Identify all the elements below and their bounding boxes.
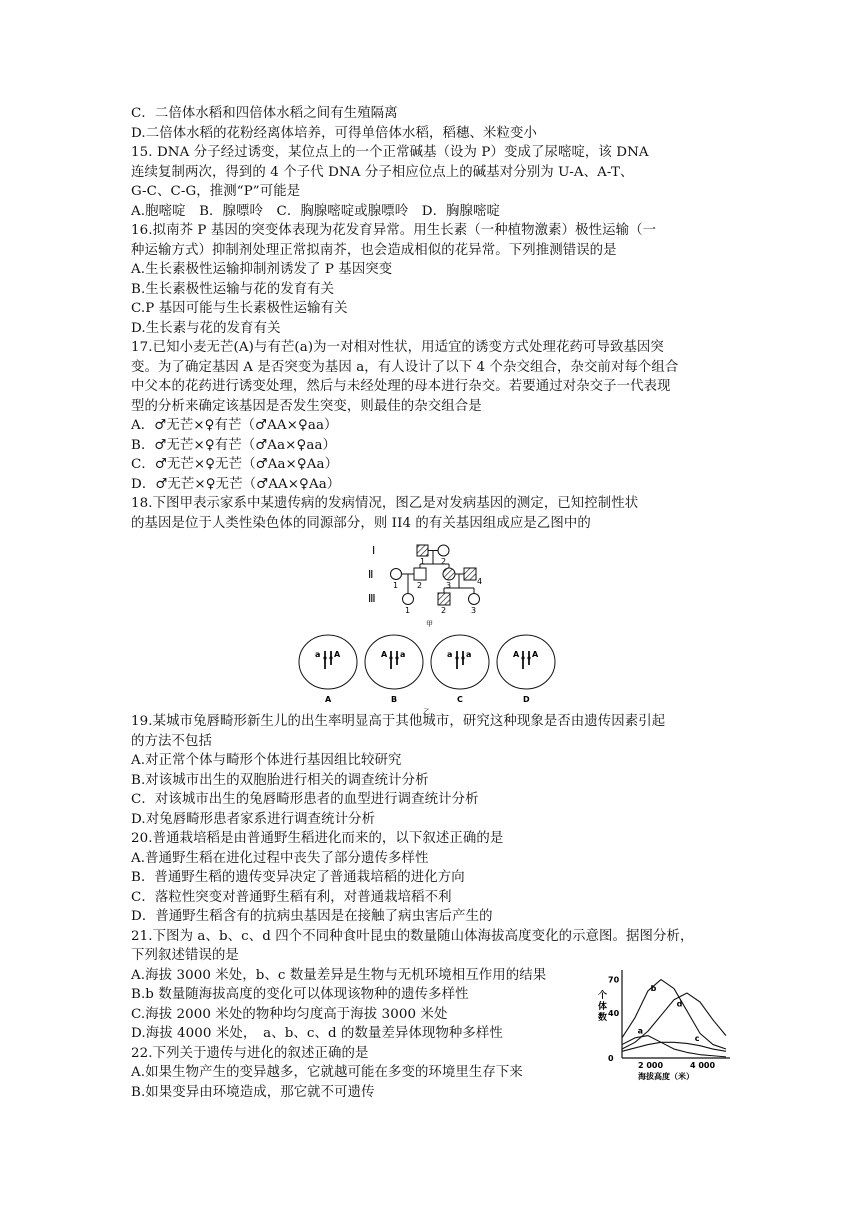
- text-line: A.对正常个体与畸形个体进行基因组比较研究: [131, 753, 402, 768]
- text-line: 18.下图甲表示家系中某遗传病的发病情况，图乙是对发病基因的测定，已知控制性状: [131, 496, 639, 511]
- text-line: 种运输方式）抑制剂处理正常拟南芥，也会造成相似的花异常。下列推测错误的是: [131, 242, 617, 258]
- pedigree-female-affected: [443, 568, 455, 580]
- text-line: C.海拔 2000 米处的物种均匀度高于海拔 3000 米处: [131, 1006, 448, 1022]
- text-line: A.如果生物产生的变异越多，它就越可能在多变的环境里生存下来: [131, 1065, 523, 1080]
- pedigree-caption: 甲: [426, 620, 433, 628]
- pedigree-female: [403, 594, 414, 605]
- x-axis-label: 海拔高度（米）: [638, 1072, 694, 1081]
- centromere: [395, 656, 398, 659]
- series-line-d: [622, 993, 726, 1049]
- text-line: C．对该城市出生的兔唇畸形患者的血型进行调查统计分析: [131, 792, 479, 807]
- cell-option: [299, 635, 357, 704]
- series-label-c: c: [694, 1034, 700, 1044]
- allele-left: a: [315, 650, 321, 659]
- pedigree-num: 4: [477, 577, 483, 586]
- gen-label-3: Ⅲ: [368, 592, 376, 605]
- series-label-a: a: [637, 1026, 644, 1036]
- text-line: 15. DNA 分子经过诱变，某位点上的一个正常碱基（设为 P）变成了尿嘧啶，该 DNA: [131, 145, 649, 160]
- text-line: 22.下列关于遗传与进化的叙述正确的是: [131, 1045, 369, 1061]
- gen-label-2: Ⅱ: [368, 568, 374, 581]
- text-line: B．普通野生稻的遗传变异决定了普通栽培稻的进化方向: [131, 870, 465, 885]
- allele-left: A: [381, 650, 388, 659]
- cell-option-label: C: [457, 695, 463, 704]
- centromere: [323, 656, 326, 659]
- pedigree-male-affected: [438, 593, 450, 605]
- text-line: 的基因是位于人类性染色体的同源部分，则 II4 的有关基因组成应是乙图中的: [131, 515, 591, 531]
- pedigree-num: 2: [441, 606, 447, 615]
- allele-left: A: [513, 650, 520, 659]
- y-axis-label: 体: [598, 1002, 608, 1012]
- allele-right: A: [532, 650, 539, 659]
- x-tick-label: 4 000: [690, 1061, 716, 1070]
- gen-label-1: Ⅰ: [372, 544, 376, 557]
- centromere: [461, 656, 464, 659]
- text-line: 的方法不包括: [131, 733, 212, 749]
- text-line: 17.已知小麦无芒(A)与有芒(a)为一对相对性状，用适宜的诱变方式处理花药可导致基因突: [131, 340, 664, 355]
- text-line: 19.某城市兔唇畸形新生儿的出生率明显高于其他城市，研究这种现象是否由遗传因素引起: [131, 714, 666, 729]
- text-line: D.对兔唇畸形患者家系进行调查统计分析: [131, 811, 376, 827]
- text-line: 中父本的花药进行诱变处理，然后与未经处理的母本进行杂交。若要通过对杂交子一代表现: [131, 379, 671, 394]
- text-line: C．二倍体水稻和四倍体水稻之间有生殖隔离: [131, 106, 398, 121]
- x-tick-label: 2 000: [638, 1061, 664, 1070]
- text-line: D.二倍体水稻的花粉经离体培养，可得单倍体水稻，稻穗、米粒变小: [131, 125, 537, 141]
- text-line: 型的分析来确定该基因是否发生突变，则最佳的杂交组合是: [131, 398, 482, 414]
- text-line: D．♂无芒×♀无芒（♂AA×♀Aa）: [131, 476, 341, 492]
- text-line: 下列叙述错误的是: [131, 948, 239, 963]
- centromere: [389, 656, 392, 659]
- pedigree-num: 1: [393, 581, 399, 590]
- cell-option-label: A: [325, 695, 332, 704]
- pedigree-num: 2: [441, 557, 447, 566]
- y-tick-label: 40: [608, 1009, 620, 1019]
- text-line: B.对该城市出生的双胞胎进行相关的调查统计分析: [131, 772, 429, 788]
- pedigree-male-affected: [464, 568, 476, 580]
- cell-outline: [299, 635, 357, 689]
- text-line: 20.普通栽培稻是由普通野生稻进化而来的，以下叙述正确的是: [131, 831, 504, 846]
- series-label-b: b: [650, 983, 657, 993]
- text-line: A.生长素极性运输抑制剂诱发了 P 基因突变: [131, 262, 393, 277]
- y-axis-label: 个: [598, 991, 608, 1001]
- cell-outline: [431, 635, 489, 689]
- y-tick-label: 0: [608, 1054, 614, 1063]
- pedigree-female: [438, 545, 449, 556]
- pedigree-female: [469, 594, 480, 605]
- text-line: A．♂无芒×♀有芒（♂AA×♀aa）: [131, 418, 338, 433]
- text-line: B.如果变异由环境造成，那它就不可遗传: [131, 1084, 375, 1100]
- pedigree-num: 3: [471, 606, 477, 615]
- allele-right: a: [466, 650, 472, 659]
- cell-outline: [497, 635, 555, 689]
- cell-outline: [365, 635, 423, 689]
- insect-altitude-chart: [592, 968, 734, 1090]
- text-line: A.普通野生稻在进化过程中丧失了部分遗传多样性: [131, 850, 429, 866]
- centromere: [527, 656, 530, 659]
- text-line: D.生长素与花的发育有关: [131, 320, 281, 336]
- text-line: C．落粒性突变对普通野生稻有利，对普通栽培稻不利: [131, 889, 452, 905]
- text-line: C.P 基因可能与生长素极性运输有关: [131, 301, 348, 316]
- allele-right: a: [400, 650, 406, 659]
- centromere: [455, 656, 458, 659]
- pedigree-num: 3: [446, 581, 452, 590]
- text-line: B．♂无芒×♀有芒（♂Aa×♀aa）: [131, 437, 337, 453]
- cell-option-label: B: [391, 695, 398, 704]
- pedigree-female: [391, 569, 402, 580]
- centromere: [329, 656, 332, 659]
- cell-option: [365, 635, 423, 704]
- text-line: B.生长素极性运输与花的发育有关: [131, 281, 335, 297]
- text-line: 21.下图为 a、b、c、d 四个不同种食叶昆虫的数量随山体海拔高度变化的示意图。据图分析，: [131, 928, 694, 944]
- pedigree-num: 1: [405, 606, 411, 615]
- text-line: 连续复制两次，得到的 4 个子代 DNA 分子相应位点上的碱基对分别为 U-A、A-T、: [131, 164, 634, 180]
- series-label-d: d: [676, 999, 683, 1009]
- cell-option: [497, 635, 555, 704]
- text-line: D．普通野生稻含有的抗病虫基因是在接触了病虫害后产生的: [131, 909, 493, 924]
- cells-caption: 乙: [423, 708, 430, 716]
- text-line: G-C、C-G，推测“P”可能是: [131, 184, 301, 199]
- pedigree-num: 2: [417, 581, 423, 590]
- text-line: B.b 数量随海拔高度的变化可以体现该物种的遗传多样性: [131, 987, 469, 1002]
- centromere: [521, 656, 524, 659]
- series-line-c: [622, 1042, 726, 1051]
- allele-right: A: [334, 650, 341, 659]
- text-line: 变。为了确定基因 A 是否突变为基因 a，有人设计了以下 4 个杂交组合，杂交前对每个组合: [131, 359, 679, 375]
- pedigree-figure: [362, 540, 502, 628]
- y-axis-label: 数: [598, 1013, 608, 1023]
- y-tick-label: 70: [608, 975, 620, 985]
- text-line: A.海拔 3000 米处，b、c 数量差异是生物与无机环境相互作用的结果: [131, 967, 547, 983]
- pedigree-male: [414, 568, 426, 580]
- series-line-b: [622, 980, 726, 1049]
- pedigree-male-affected: [417, 545, 428, 556]
- cell-option-label: D: [523, 695, 530, 704]
- series-line-a: [622, 1036, 726, 1057]
- allele-left: a: [447, 650, 453, 659]
- text-line: C．♂无芒×♀无芒（♂Aa×♀Aa）: [131, 457, 339, 472]
- text-line: A.胞嘧啶 B．腺嘌呤 C．胸腺嘧啶或腺嘌呤 D．胸腺嘧啶: [131, 203, 501, 219]
- pedigree-num: 1: [420, 557, 426, 566]
- cell-option: [431, 635, 489, 704]
- text-line: D.海拔 4000 米处， a、b、c、d 的数量差异体现物种多样性: [131, 1026, 503, 1041]
- text-line: 16.拟南芥 P 基因的突变体表现为花发育异常。用生长素（一种植物激素）极性运输（一: [131, 223, 657, 238]
- chromosome-cells-figure: [296, 632, 556, 716]
